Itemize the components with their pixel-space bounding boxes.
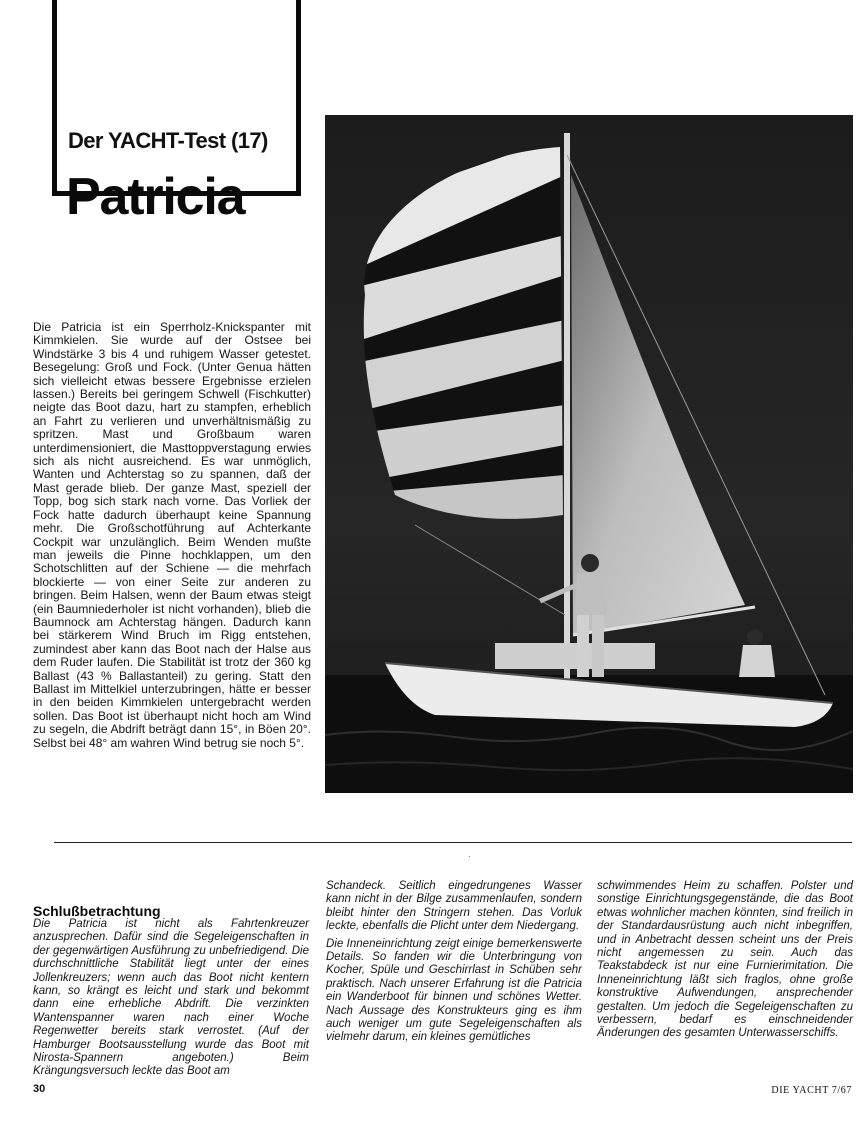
sailboat-photo <box>325 115 853 793</box>
section-divider <box>54 842 852 843</box>
conclusion-paragraph: schwimmendes Heim zu schaffen. Polster und sonstige Einrichtungsgegenstände, die das Boot etwas wohnlicher machen könnten, sind freilich in der Standardausrüstung auch nicht inbegriffen, und in Anbetracht dessen scheint uns der Preis nicht angemessen zu sein. Auch das Teakstabdeck ist nur eine Furnierimitation. Die Inneneinrichtung läßt sich fraglos, ohne große konstruktive Aufwendungen, ansprechender gestalten. Um jedoch die Segeleigenschaften zu verbessern, bedarf es einschneidender Änderungen des gesamten Unterwasserschiffs. <box>597 880 853 1040</box>
mast <box>564 133 570 693</box>
series-title: Der YACHT-Test (17) <box>68 128 268 154</box>
conclusion-heading: Schlußbetrachtung <box>33 903 161 919</box>
conclusion-paragraph: Die Inneneinrichtung zeigt einige bemerkenswerte Details. So fanden wir die Unterbringung von Kocher, Spüle und Geschirrlast in Schüben sehr praktisch. Nach unserer Erfahrung ist die Patricia ein Wanderboot für binnen und schönes Wetter. Nach Aussage des Konstrukteurs ging es ihm auch weniger um gute Segeleigenschaften als vielmehr darum, ein kleines gemütliches <box>326 937 582 1044</box>
cabin-top <box>495 643 655 669</box>
conclusion-paragraph: Die Patricia ist nicht als Fahrtenkreuzer anzusprechen. Dafür sind die Segeleigenschaften in der gegenwärtigen Ausführung zu unbefriedigend. Die durchschnittliche Stabilität liegt unter der eines Jollenkreuzers; wenn auch das Boot nicht kentern kann, so krängt es leicht und stark und bekommt dann eine erhebliche Abdrift. Die verzinkten Wantenspanner waren nach einer Woche Regenwetter bereits stark verrostet. (Auf der Hamburger Bootsausstellung wurde das Boot mit Nirosta-Spannern angeboten.) Beim Krängungsversuch leckte das Boot am <box>33 918 309 1078</box>
conclusion-column-2 <box>326 880 582 1049</box>
page-number: 30 <box>33 1083 46 1095</box>
sailboat-illustration <box>325 115 853 793</box>
conclusion-paragraph: Schandeck. Seitlich eingedrungenes Wasser kann nicht in der Bilge zusammenlaufen, sondern bleibt hinter den Stringern stehen. Das Vorluk leckte, ebenfalls die Plicht unter dem Niedergang. <box>326 880 582 933</box>
conclusion-column-3 <box>597 880 853 1045</box>
intro-paragraph: Die Patricia ist ein Sperrholz-Knickspanter mit Kimmkielen. Sie wurde auf der Ostsee bei Windstärke 3 bis 4 und ruhigem Wasser getestet. Besegelung: Groß und Fock. (Unter Genua hätten sich vielleicht etwas bessere Ergebnisse erzielen lassen.) Bereits bei geringem Schwell (Fischkutter) neigte das Boot dazu, hart zu stampfen, erheblich an Fahrt zu verlieren und unverhältnismäßig zu spritzen. Mast und Großbaum waren unterdimensioniert, die Masttoppverstagung erwies sich als nicht ausreichend. Es war unmöglich, Wanten und Achterstag so zu spannen, daß der Mast gerade blieb. Der ganze Mast, speziell der Topp, bog sich stark nach vorne. Das Vorliek der Fock hatte dadurch überhaupt keine Spannung mehr. Die Großschotführung auf Achterkante Cockpit war unzulänglich. Beim Wenden mußte man jeweils die Pinne hochklappen, um den Schotschlitten auf der Schiene — die mehrfach blockierte — von einer Seite zur anderen zu bringen. Beim Halsen, wenn der Baum etwas steigt (ein Baumniederholer ist nicht vorhanden), blieb die Baumnock am Achterstag hängen. Dadurch kann bei stärkerem Wind Bruch im Rigg entstehen, zumindest aber kann das Boot nach der Halse aus dem Ruder laufen. Die Stabilität ist trotz der 360 kg Ballast (43 % Ballastanteil) zu gering. Statt den Ballast im Mittelkiel unterzubringen, hätte er besser in den beiden Kimmkielen untergebracht werden sollen. Das Boot ist überhaupt nicht hoch am Wind zu segeln, die Abdrift beträgt dann 15°, in Böen 20°. Selbst bei 48° am wahren Wind betrug sie noch 5°. <box>33 320 311 750</box>
conclusion-column-1 <box>33 918 309 1083</box>
boat-name-title: Patricia <box>66 167 245 226</box>
title-frame <box>52 0 301 196</box>
magazine-issue: DIE YACHT 7/67 <box>771 1085 852 1096</box>
divider-tick-mark: · <box>468 852 471 861</box>
